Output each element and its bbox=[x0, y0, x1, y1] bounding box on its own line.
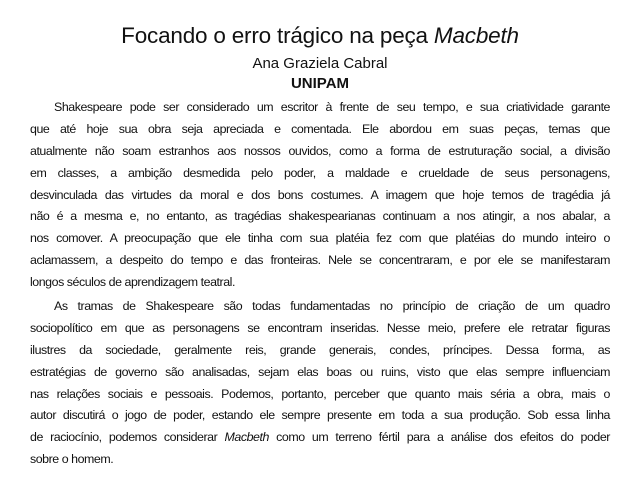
text-line: atualmente não soam estranhos aos nossos ouvidos, como a forma de estruturação social, a divisão bbox=[30, 143, 610, 158]
text-line: sociopolítico em que as personagens se encontram inseridas. Nesse meio, prefere ele retratar figuras bbox=[30, 320, 610, 335]
text-line: nas relações sociais e pessoais. Podemos, portanto, perceber que quanto mais séria a obra, mais o bbox=[30, 386, 610, 401]
text-line: não é a mesma e, no entanto, as tragédias shakespearianas continuam a nos atingir, a nos abalar, a bbox=[30, 209, 610, 224]
text-line: nos comover. A preocupação que ele tinha com sua platéia fez com que platéias do mundo inteiro o bbox=[30, 231, 610, 246]
text-line: aclamassem, a despeito do tempo e das fronteiras. Nele se concentraram, e por ele se manifestaram bbox=[30, 253, 610, 268]
article-title bbox=[0, 22, 640, 50]
text-line: Shakespeare pode ser considerado um escritor à frente de seu tempo, e sua criatividade garante bbox=[54, 100, 610, 114]
text-line: desvinculada das virtudes da moral e dos bons costumes. A imagem que hoje temos de tragédia já bbox=[30, 187, 610, 202]
paragraph-1 bbox=[30, 97, 610, 294]
text-line: que até hoje sua obra seja apreciada e comentada. Ele abordou em suas peças, temas que bbox=[30, 121, 610, 136]
text-line: ilustres da sociedade, geralmente reis, grande generais, condes, príncipes. Dessa forma, as bbox=[30, 342, 610, 357]
text-line: longos séculos de aprendizagem teatral. bbox=[30, 275, 235, 290]
title-text: Focando o erro trágico na peça bbox=[121, 23, 434, 48]
text-line: sobre o homem. bbox=[30, 452, 114, 467]
text-line: estratégias de governo são analisadas, sejam elas boas ou ruins, visto que elas sempre influenciam bbox=[30, 364, 610, 379]
text-line: As tramas de Shakespeare são todas fundamentadas no princípio de criação de um quadro bbox=[54, 299, 610, 313]
paragraph-2 bbox=[30, 296, 610, 471]
text-line: em classes, a ambição desmedida pelo poder, a maldade e crueldade de seus personagens, bbox=[30, 165, 610, 180]
title-play-name: Macbeth bbox=[433, 23, 519, 48]
author-affiliation: UNIPAM bbox=[290, 75, 350, 92]
text-line: autor discutirá o jogo de poder, estando ele sempre presente em toda a sua produção. Sob essa linha bbox=[30, 408, 610, 423]
author-name: Ana Graziela Cabral bbox=[252, 55, 388, 72]
text-segment: de raciocínio, podemos considerar bbox=[30, 430, 225, 445]
text-line bbox=[30, 427, 610, 449]
play-name-italic: Macbeth bbox=[224, 430, 269, 445]
text-segment: como um terreno fértil para a análise dos efeitos do poder bbox=[268, 430, 610, 445]
